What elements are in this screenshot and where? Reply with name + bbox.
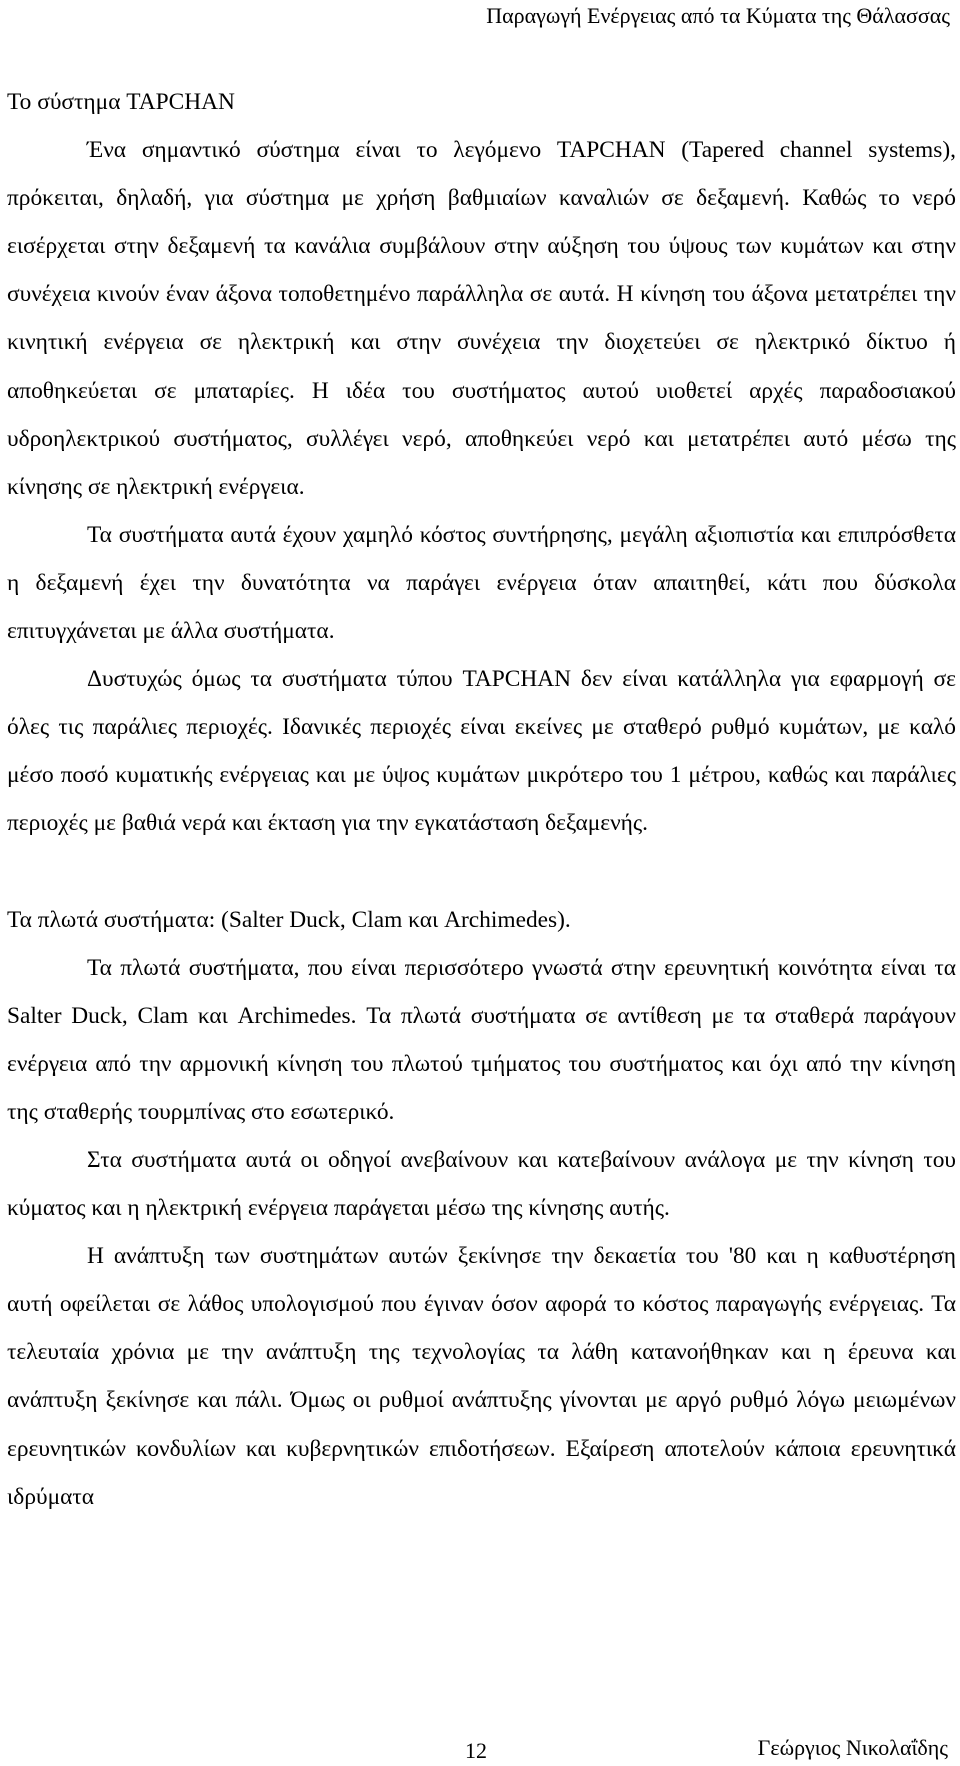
section-heading-tapchan: Το σύστημα TAPCHAN <box>7 89 235 115</box>
paragraph-floating-guides: Στα συστήματα αυτά οι οδηγοί ανεβαίνουν και κατεβαίνουν ανάλογα με την κίνηση του κύματος και η ηλεκτρική ενέργεια παράγεται μέσω της κίνησης αυτής. <box>7 1146 956 1222</box>
paragraph-floating-overview: Τα πλωτά συστήματα, που είναι περισσότερο γνωστά στην ερευνητική κοινότητα είναι τα Salter Duck, Clam και Archimedes. Τα πλωτά συστήματα σε αντίθεση με τα σταθερά παράγουν ενέργεια από την αρμονική κίνηση του πλωτού τμήματος του συστήματος και όχι από την κίνηση της σταθερής τουρμπίνας στο εσωτερικό. <box>7 954 956 1125</box>
page-number: 12 <box>465 1738 487 1763</box>
section-floating-systems <box>7 896 956 1521</box>
paragraph-floating-development: Η ανάπτυξη των συστημάτων αυτών ξεκίνησε την δεκαετία του '80 και η καθυστέρηση αυτή οφείλεται σε λάθος υπολογισμού που έγιναν όσον αφορά το κόστος παραγωγής ενέργειας. Τα τελευταία χρόνια με την ανάπτυξη της τεχνολογίας τα λάθη κατανοήθηκαν και η έρευνα και ανάπτυξη ξεκίνησε και πάλι. Όμως οι ρυθμοί ανάπτυξης γίνονται με αργό ρυθμό λόγω μειωμένων ερευνητικών κονδυλίων και κυβερνητικών επιδοτήσεων. Εξαίρεση αποτελούν κάποια ερευνητικά ιδρύματα <box>7 1243 956 1510</box>
page-author: Γεώργιος Νικολαΐδης <box>757 1735 948 1760</box>
section-tapchan <box>7 78 956 848</box>
section-heading-floating-systems: Τα πλωτά συστήματα: (Salter Duck, Clam και Archimedes). <box>7 906 571 933</box>
section-spacer <box>7 848 956 896</box>
document-body <box>7 78 956 1521</box>
paragraph-tapchan-advantages: Τα συστήματα αυτά έχουν χαμηλό κόστος συντήρησης, μεγάλη αξιοπιστία και επιπρόσθετα η δεξαμενή έχει την δυνατότητα να παράγει ενέργεια όταν απαιτηθεί, κάτι που δύσκολα επιτυγχάνεται με άλλα συστήματα. <box>7 521 956 645</box>
running-header-title: Παραγωγή Ενέργειας από τα Κύματα της Θάλασσας <box>486 3 950 28</box>
paragraph-tapchan-description: Ένα σημαντικό σύστημα είναι το λεγόμενο TAPCHAN (Tapered channel systems), πρόκειται, δηλαδή, για σύστημα με χρήση βαθμιαίων καναλιών σε δεξαμενή. Καθώς το νερό εισέρχεται στην δεξαμενή τα κανάλια συμβάλουν στην αύξηση του ύψους των κυμάτων και στην συνέχεια κινούν έναν άξονα τοποθετημένο παράλληλα σε αυτά. Η κίνηση του άξονα μετατρέπει την κινητική ενέργεια σε ηλεκτρική και στην συνέχεια την διοχετεύει σε ηλεκτρικό δίκτυο ή αποθηκεύεται σε μπαταρίες. Η ιδέα του συστήματος αυτού υιοθετεί αρχές παραδοσιακού υδροηλεκτρικού συστήματος, συλλέγει νερό, αποθηκεύει νερό και μετατρέπει αυτό μέσω της κίνησης σε ηλεκτρική ενέργεια. <box>7 137 956 500</box>
paragraph-tapchan-limitations: Δυστυχώς όμως τα συστήματα τύπου TAPCHAN δεν είναι κατάλληλα για εφαρμογή σε όλες τις παράλιες περιοχές. Ιδανικές περιοχές είναι εκείνες με σταθερό ρυθμό κυμάτων, με καλό μέσο ποσό κυματικής ενέργειας και με ύψος κυμάτων μικρότερο του 1 μέτρου, καθώς και παράλιες περιοχές με βαθιά νερά και έκταση για την εγκατάσταση δεξαμενής. <box>7 666 956 837</box>
